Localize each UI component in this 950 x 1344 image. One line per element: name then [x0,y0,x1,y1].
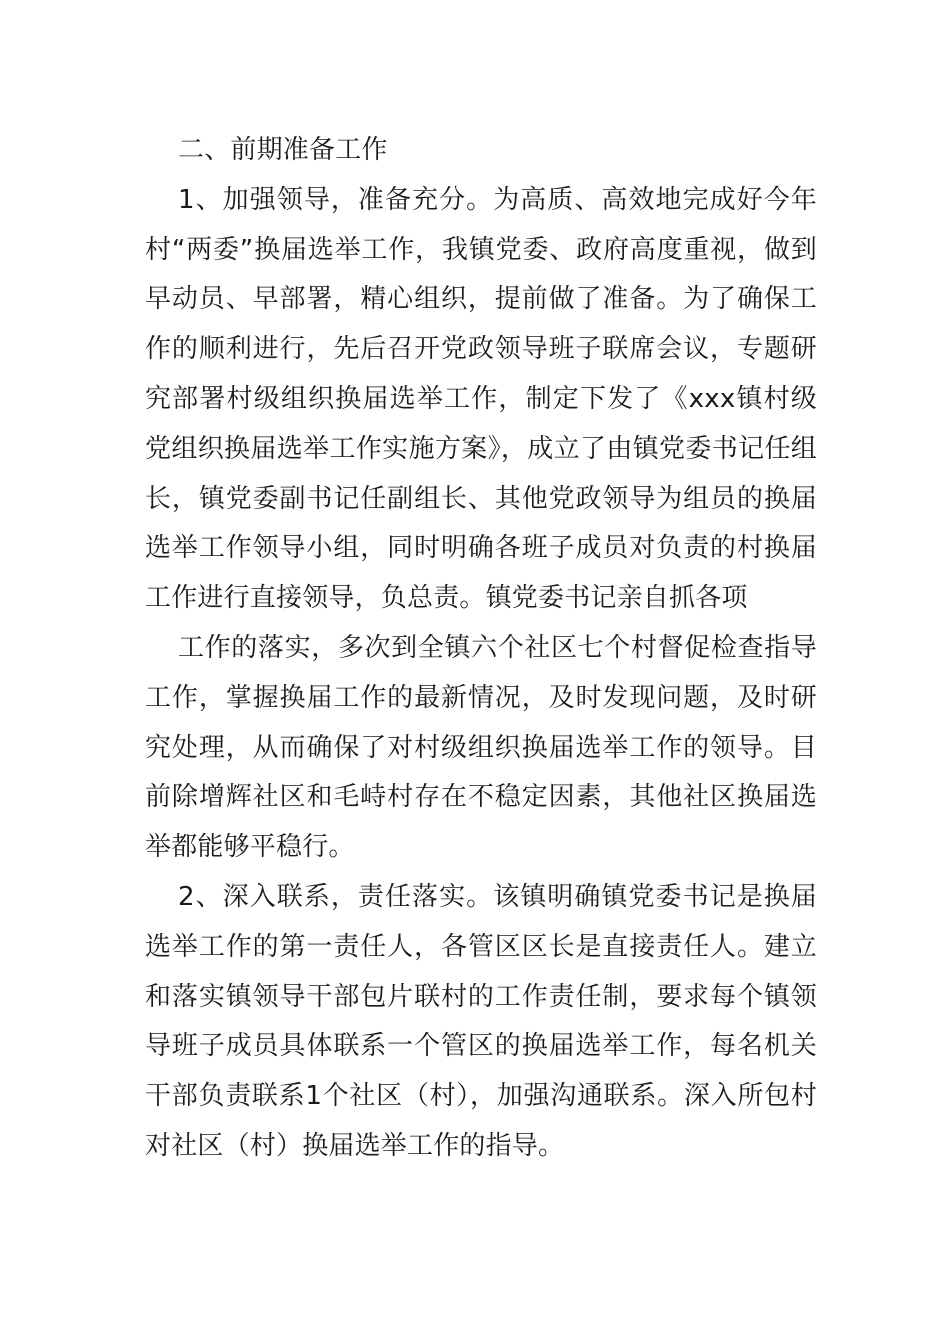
paragraph-responsibility: 2、深入联系，责任落实。该镇明确镇党委书记是换届选举工作的第一责任人，各管区区长是直接责任人。建立和落实镇领导干部包片联村的工作责任制，要求每个镇领导班子成员具体联系一个管区的换届选举工作，每名机关干部负责联系1个社区（村），加强沟通联系。深入所包村对社区（村）换届选举工作的指导。 [145,881,817,1161]
document-body [145,126,817,1172]
paragraph-leadership: 1、加强领导，准备充分。为高质、高效地完成好今年村“两委”换届选举工作，我镇党委、政府高度重视，做到早动员、早部署，精心组织，提前做了准备。为了确保工作的顺利进行，先后召开党政领导班子联席会议，专题研究部署村级组织换届选举工作，制定下发了《xxx镇村级党组织换届选举工作实施方案》，成立了由镇党委书记任组长，镇党委副书记任副组长、其他党政领导为组员的换届选举工作领导小组，同时明确各班子成员对负责的村换届工作进行直接领导，负总责。镇党委书记亲自抓各项 [145,184,817,614]
section-heading: 二、前期准备工作 [178,135,388,165]
paragraph-implementation: 工作的落实，多次到全镇六个社区七个村督促检查指导工作，掌握换届工作的最新情况，及时发现问题，及时研究处理，从而确保了对村级组织换届选举工作的领导。目前除增辉社区和毛峙村存在不稳定因素，其他社区换届选举都能够平稳行。 [145,632,817,863]
